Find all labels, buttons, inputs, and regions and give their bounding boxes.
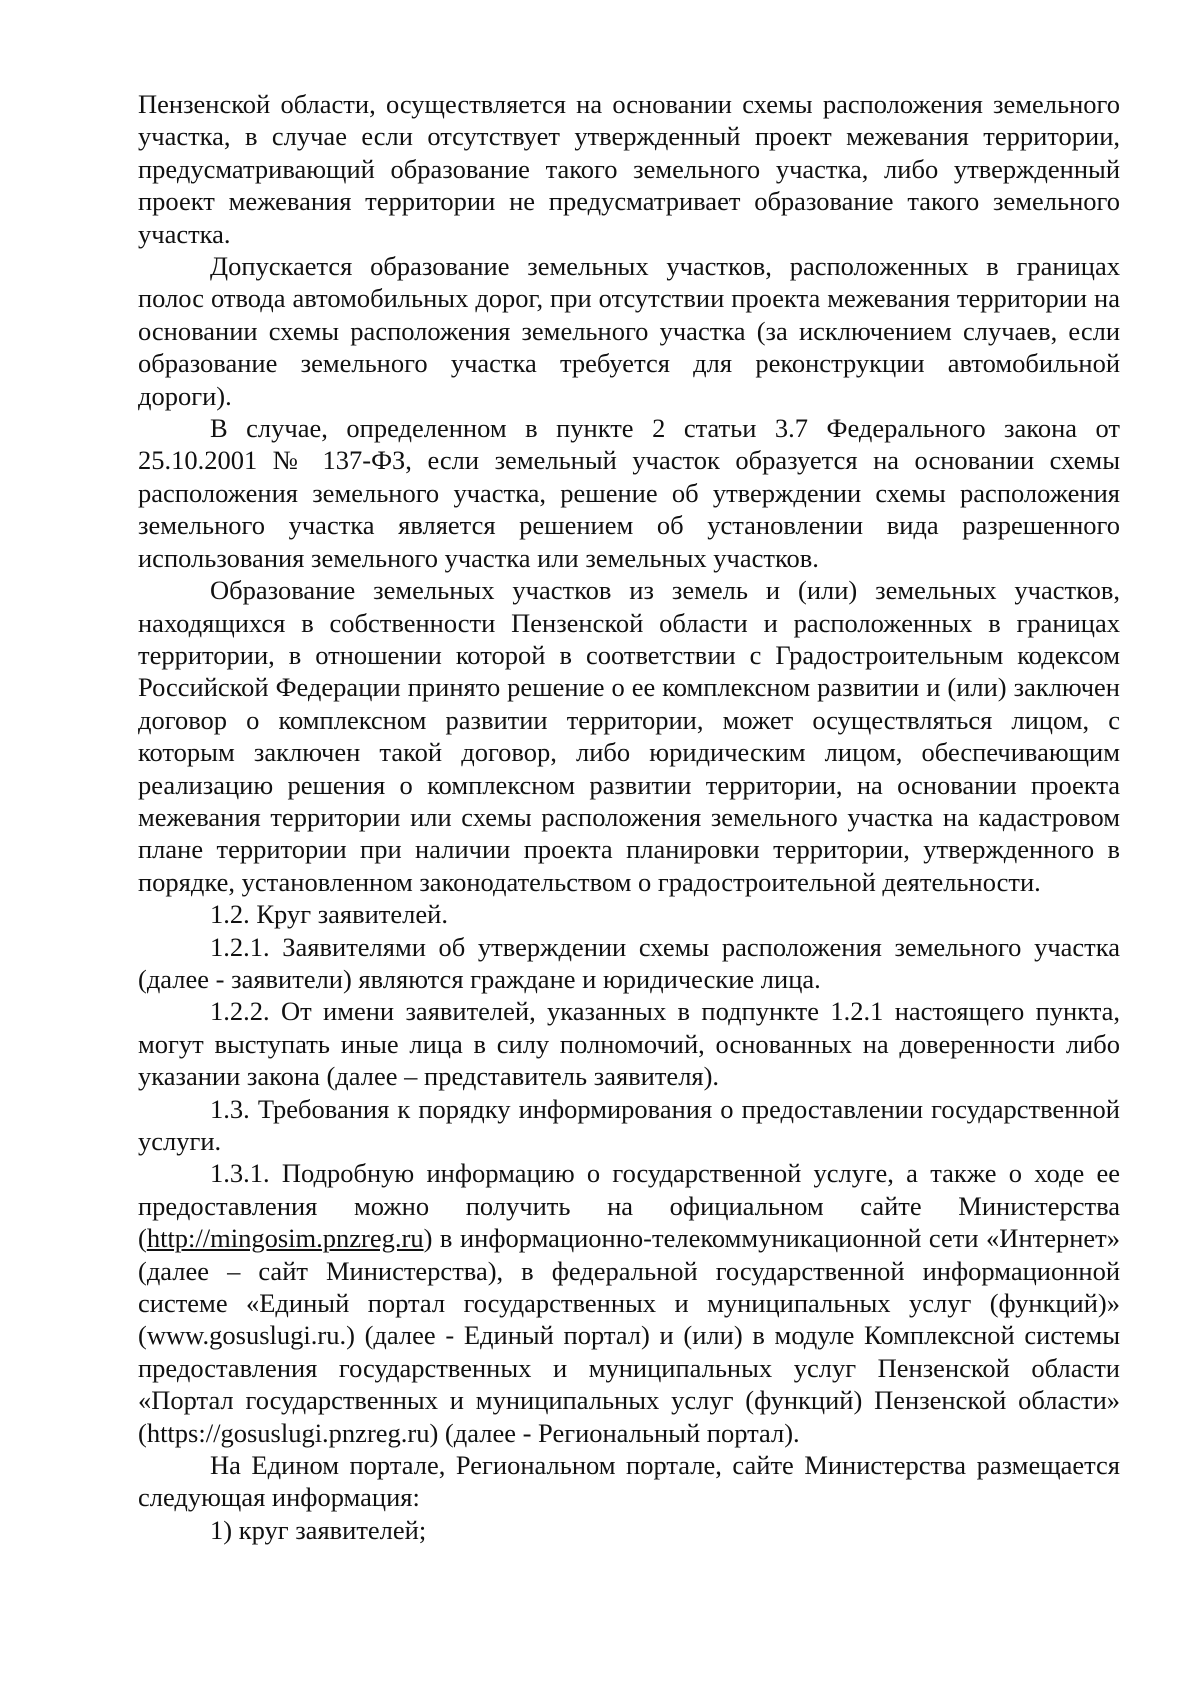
paragraph-road-strip-plots: Допускается образование земельных участков, расположенных в границах полос отвода автомобильных дорог, при отсутствии проекта межевания территории на основании схемы расположения земельного участка (за исключением случаев, если образование земельного участка требуется для реконструкции автомобильной дороги). [138, 251, 1120, 411]
paragraph-applicants-definition: 1.2.1. Заявителями об утверждении схемы расположения земельного участка (далее - заявители) являются граждане и юридические лица. [138, 931, 1120, 994]
paragraph-land-plot-scheme-basis: Пензенской области, осуществляется на основании схемы расположения земельного участка, в случае если отсутствует утвержденный проект межевания территории, предусматривающий образование такого земельного участка, либо утвержденный проект межевания территории не предусматривает образование такого земельного участка. [138, 89, 1120, 249]
paragraph-complex-development: Образование земельных участков из земель и (или) земельных участков, находящихся в собственности Пензенской области и расположенных в границах территории, в отношении которой в соответствии с Градостроительным кодексом Российской Федерации принято решение о ее комплексном развитии и (или) заключен договор о комплексном развитии территории, может осуществляться лицом, с которым заключен такой договор, либо юридическим лицом, обеспечивающим реализацию решения о комплексном развитии территории, на основании проекта межевания территории или схемы расположения земельного участка на кадастровом плане территории при наличии проекта планировки территории, утвержденного в порядке, установленном законодательством о градостроительной деятельности. [138, 575, 1120, 897]
list-item-applicants-circle: 1) круг заявителей; [210, 1514, 427, 1545]
information-sources-text-start: 1.3.1. Подробную информацию о государственной услуге, а также о ходе ее предоставления можно получить на официальном сайте Министерства ( [138, 1158, 1120, 1254]
paragraph-federal-law-137: В случае, определенном в пункте 2 статьи 3.7 Федерального закона от 25.10.2001 № 137-ФЗ, если земельный участок образуется на основании схемы расположения земельного участка, решение об утверждении схемы расположения земельного участка является решением об установлении вида разрешенного использования земельного участка или земельных участков. [138, 413, 1120, 573]
ministry-website-link[interactable]: http://mingosim.pnzreg.ru [146, 1223, 424, 1254]
paragraph-applicant-representative: 1.2.2. От имени заявителей, указанных в подпункте 1.2.1 настоящего пункта, могут выступать иные лица в силу полномочий, основанных на доверенности либо указании закона (далее – представитель заявителя). [138, 996, 1120, 1092]
document-body [138, 88, 1120, 1546]
paragraph-published-information: На Едином портале, Региональном портале, сайте Министерства размещается следующая информация: [138, 1450, 1120, 1513]
information-sources-text-end: ) в информационно-телекоммуникационной сети «Интернет» (далее – сайт Министерства), в федеральной государственной информационной системе «Единый портал государственных и муниципальных услуг (функций)» (www.gosuslugi.ru.) (далее - Единый портал) и (или) в модуле Комплексной системы предоставления государственных и муниципальных услуг Пензенской области «Портал государственных и муниципальных услуг (функций) Пензенской области» (https://gosuslugi.pnzreg.ru) (далее - Региональный портал). [138, 1223, 1120, 1448]
section-heading-informing-requirements: 1.3. Требования к порядку информирования о предоставлении государственной услуги. [138, 1093, 1120, 1156]
section-heading-applicants: 1.2. Круг заявителей. [210, 899, 448, 930]
paragraph-information-sources [138, 1157, 1120, 1449]
